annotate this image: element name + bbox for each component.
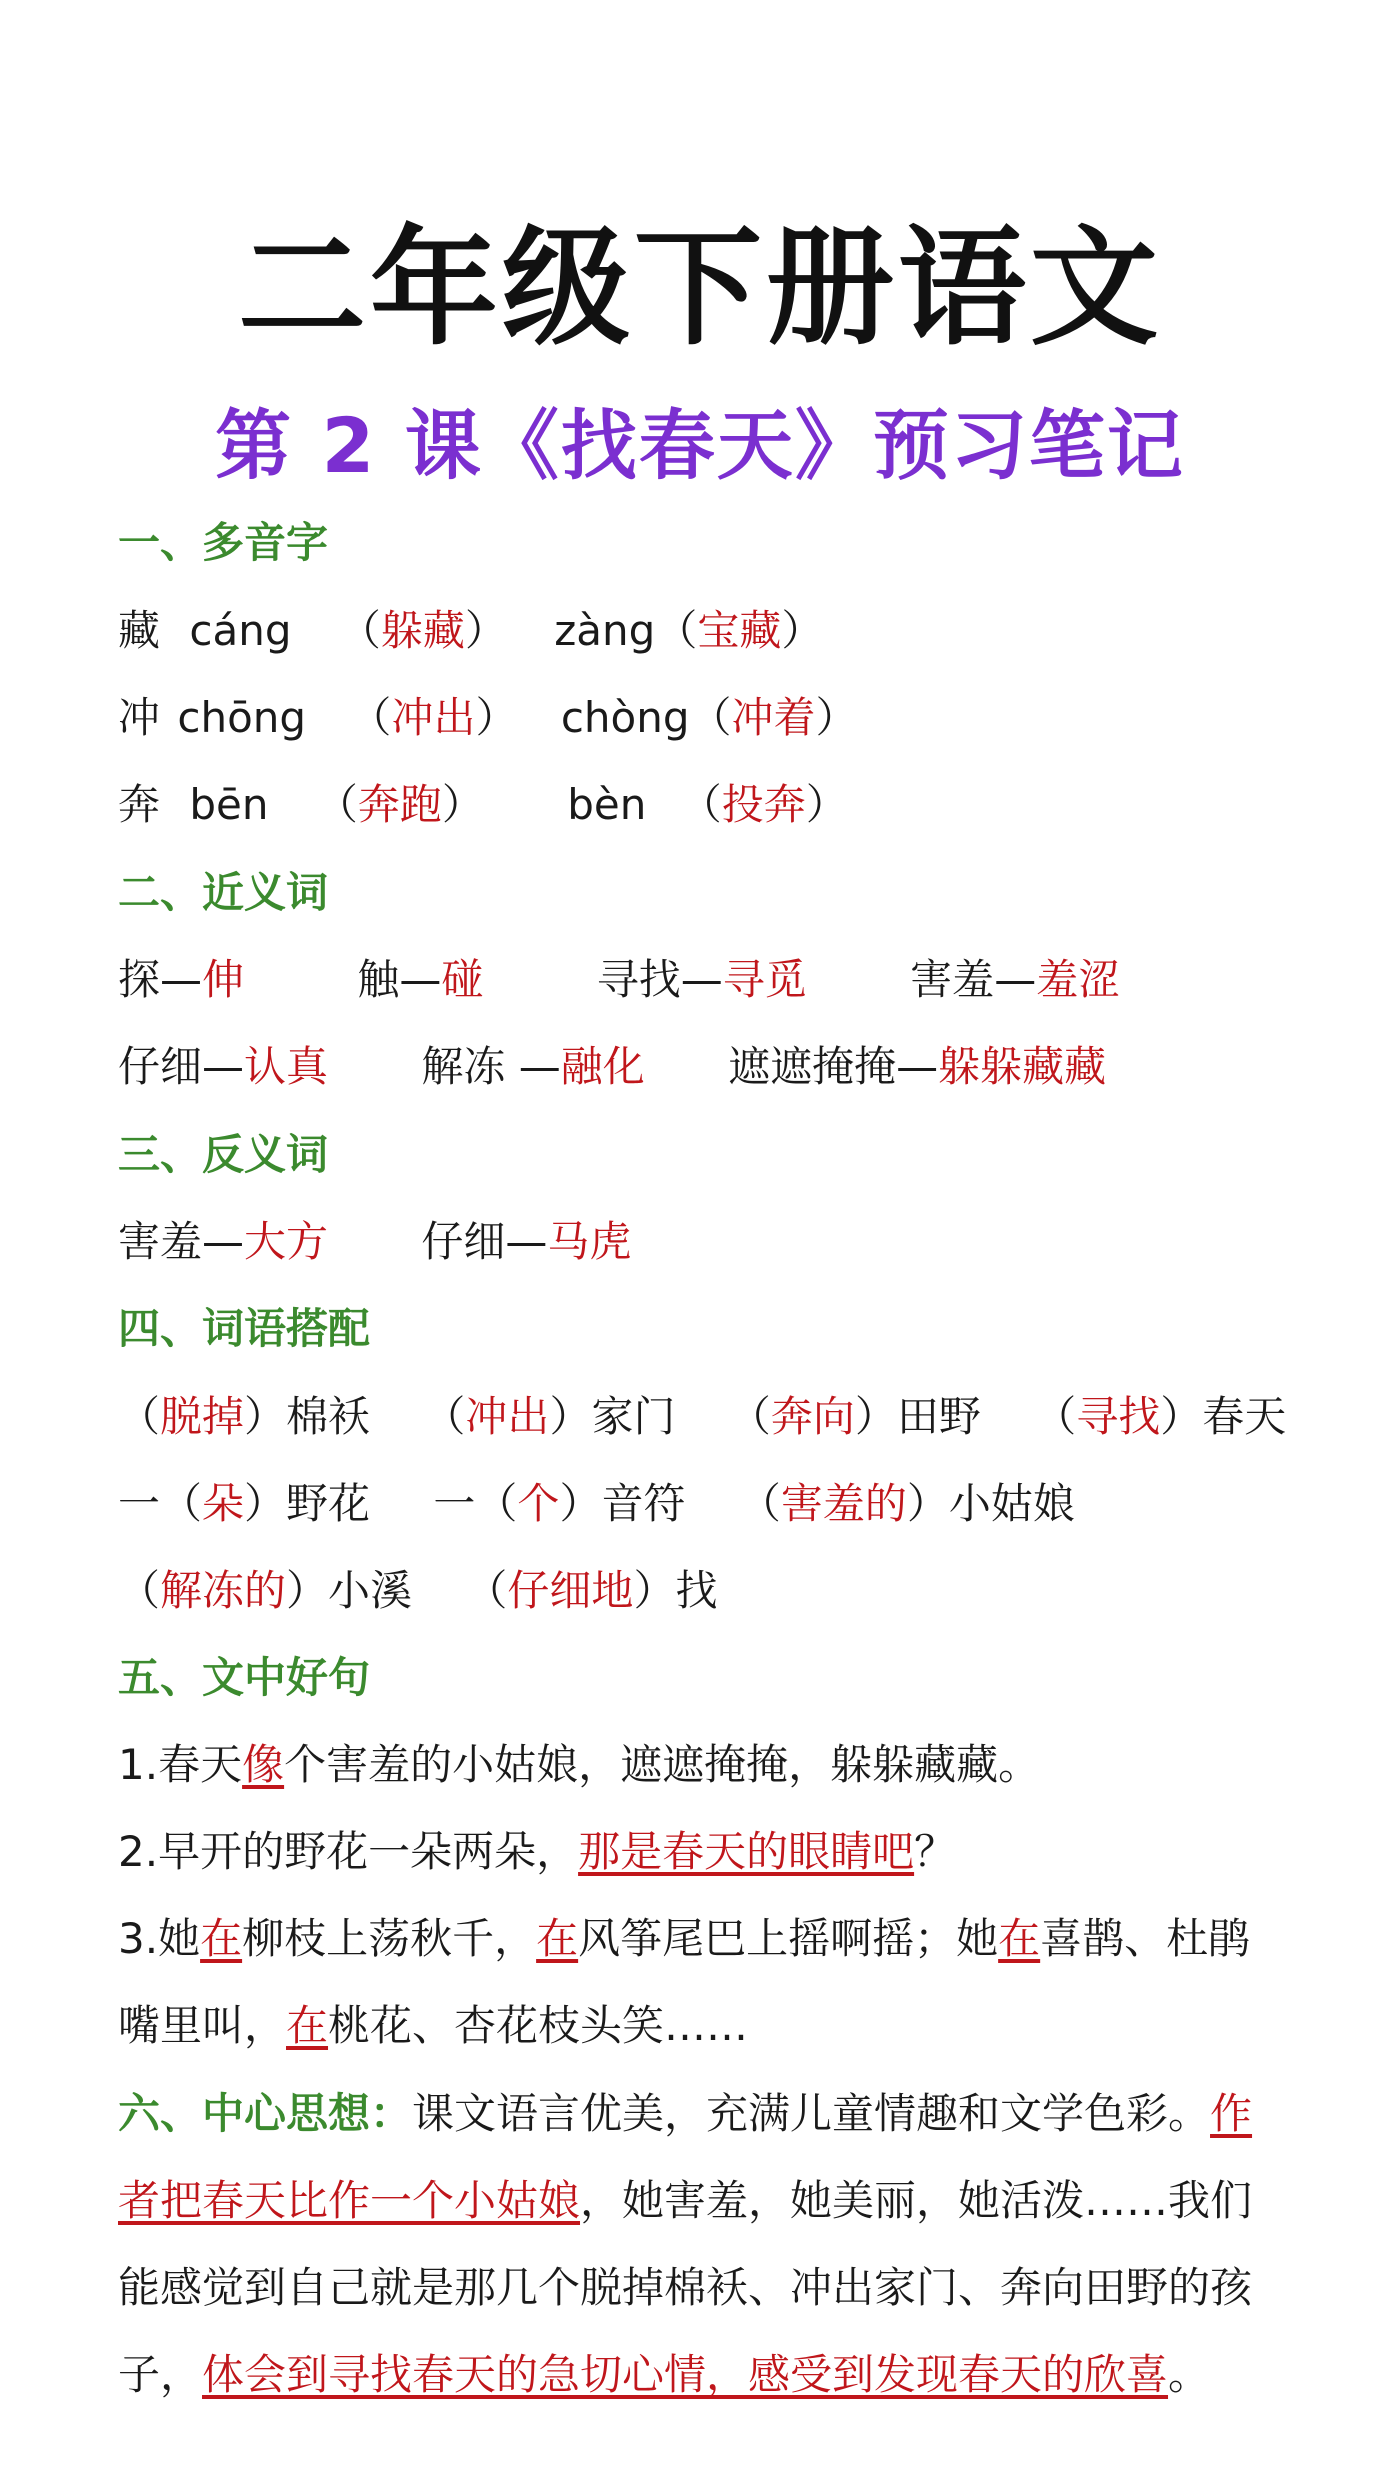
- collocation-item: （奔向）田野: [728, 1392, 981, 1441]
- section-heading-central-idea: 六、中心思想：: [118, 2089, 413, 2138]
- char: 藏: [118, 606, 161, 655]
- pinyin: chōng: [177, 693, 307, 742]
- central-idea-line: 者把春天比作一个小姑娘，她害羞，她美丽，她活泼……我们: [118, 2176, 1253, 2225]
- sentence-line: 3.她在柳枝上荡秋千，在风筝尾巴上摇啊摇；她在喜鹊、杜鹃: [118, 1914, 1251, 1963]
- synonym-pair: 仔细—认真: [118, 1042, 329, 1091]
- synonym-pair: 寻找—寻觅: [596, 955, 807, 1004]
- pinyin: cáng: [189, 606, 292, 655]
- char: 冲: [118, 693, 161, 742]
- polyphone-row: 冲 chōng （冲出） chòng（冲着）: [118, 693, 858, 742]
- antonym-row: [118, 1214, 631, 1270]
- collocation-row: [118, 1389, 1286, 1445]
- section-heading-polyphones: 一、多音字: [118, 518, 329, 567]
- char: 奔: [118, 780, 161, 829]
- pinyin: zàng: [554, 606, 656, 655]
- answer-word: 宝藏: [697, 606, 782, 655]
- section-heading-synonyms: 二、近义词: [118, 868, 329, 917]
- polyphone-row: 奔 bēn （奔跑） bèn （投奔）: [118, 780, 848, 829]
- answer-word: 躲藏: [380, 606, 465, 655]
- collocation-item: 一（朵）野花: [118, 1479, 371, 1528]
- collocation-item: （害羞的）小姑娘: [738, 1479, 1075, 1528]
- synonym-pair: 害羞—羞涩: [910, 955, 1121, 1004]
- collocation-item: （解冻的）小溪: [118, 1566, 413, 1615]
- collocation-item: （脱掉）棉袄: [118, 1392, 371, 1441]
- collocation-row: [118, 1563, 717, 1619]
- central-idea-line: 六、中心思想：课文语言优美，充满儿童情趣和文学色彩。作: [118, 2089, 1253, 2138]
- answer-word: 冲出: [391, 693, 476, 742]
- antonym-pair: 害羞—大方: [118, 1217, 329, 1266]
- synonym-pair: 触—碰: [357, 955, 484, 1004]
- sentence-line: 2.早开的野花一朵两朵，那是春天的眼睛吧？: [118, 1827, 957, 1876]
- answer-word: 冲着: [731, 693, 816, 742]
- pinyin: chòng: [560, 693, 690, 742]
- collocation-item: 一（个）音符: [433, 1479, 686, 1528]
- central-idea-line: 子，体会到寻找春天的急切心情，感受到发现春天的欣喜。: [118, 2350, 1211, 2399]
- sentence-line: 嘴里叫，在桃花、杏花枝头笑……: [118, 2001, 749, 2050]
- lesson-subtitle: 第 2 课《找春天》预习笔记: [215, 401, 1185, 490]
- section-heading-antonyms: 三、反义词: [118, 1130, 329, 1179]
- answer-word: 奔跑: [357, 780, 442, 829]
- sentence-line: 1.春天像个害羞的小姑娘，遮遮掩掩，躲躲藏藏。: [118, 1740, 1041, 1789]
- polyphone-row: 藏 cáng （躲藏） zàng（宝藏）: [118, 606, 824, 655]
- synonym-pair: 解冻 —融化: [421, 1042, 645, 1091]
- central-idea-line: 能感觉到自己就是那几个脱掉棉袄、冲出家门、奔向田野的孩: [118, 2263, 1253, 2312]
- synonym-pair: 探—伸: [118, 955, 245, 1004]
- collocation-item: （仔细地）找: [465, 1566, 718, 1615]
- collocation-item: （冲出）家门: [423, 1392, 676, 1441]
- page-title: 二年级下册语文: [237, 214, 1162, 363]
- pinyin: bèn: [567, 780, 647, 829]
- collocation-item: （寻找）春天: [1034, 1392, 1287, 1441]
- synonym-row: [118, 1039, 1106, 1095]
- synonym-pair: 遮遮掩掩—躲躲藏藏: [728, 1042, 1107, 1091]
- antonym-pair: 仔细—马虎: [421, 1217, 632, 1266]
- answer-word: 投奔: [721, 780, 806, 829]
- pinyin: bēn: [189, 780, 269, 829]
- section-heading-collocations: 四、词语搭配: [118, 1304, 371, 1353]
- collocation-row: [118, 1476, 1075, 1532]
- section-heading-good-sentences: 五、文中好句: [118, 1653, 371, 1702]
- synonym-row: [118, 952, 1120, 1008]
